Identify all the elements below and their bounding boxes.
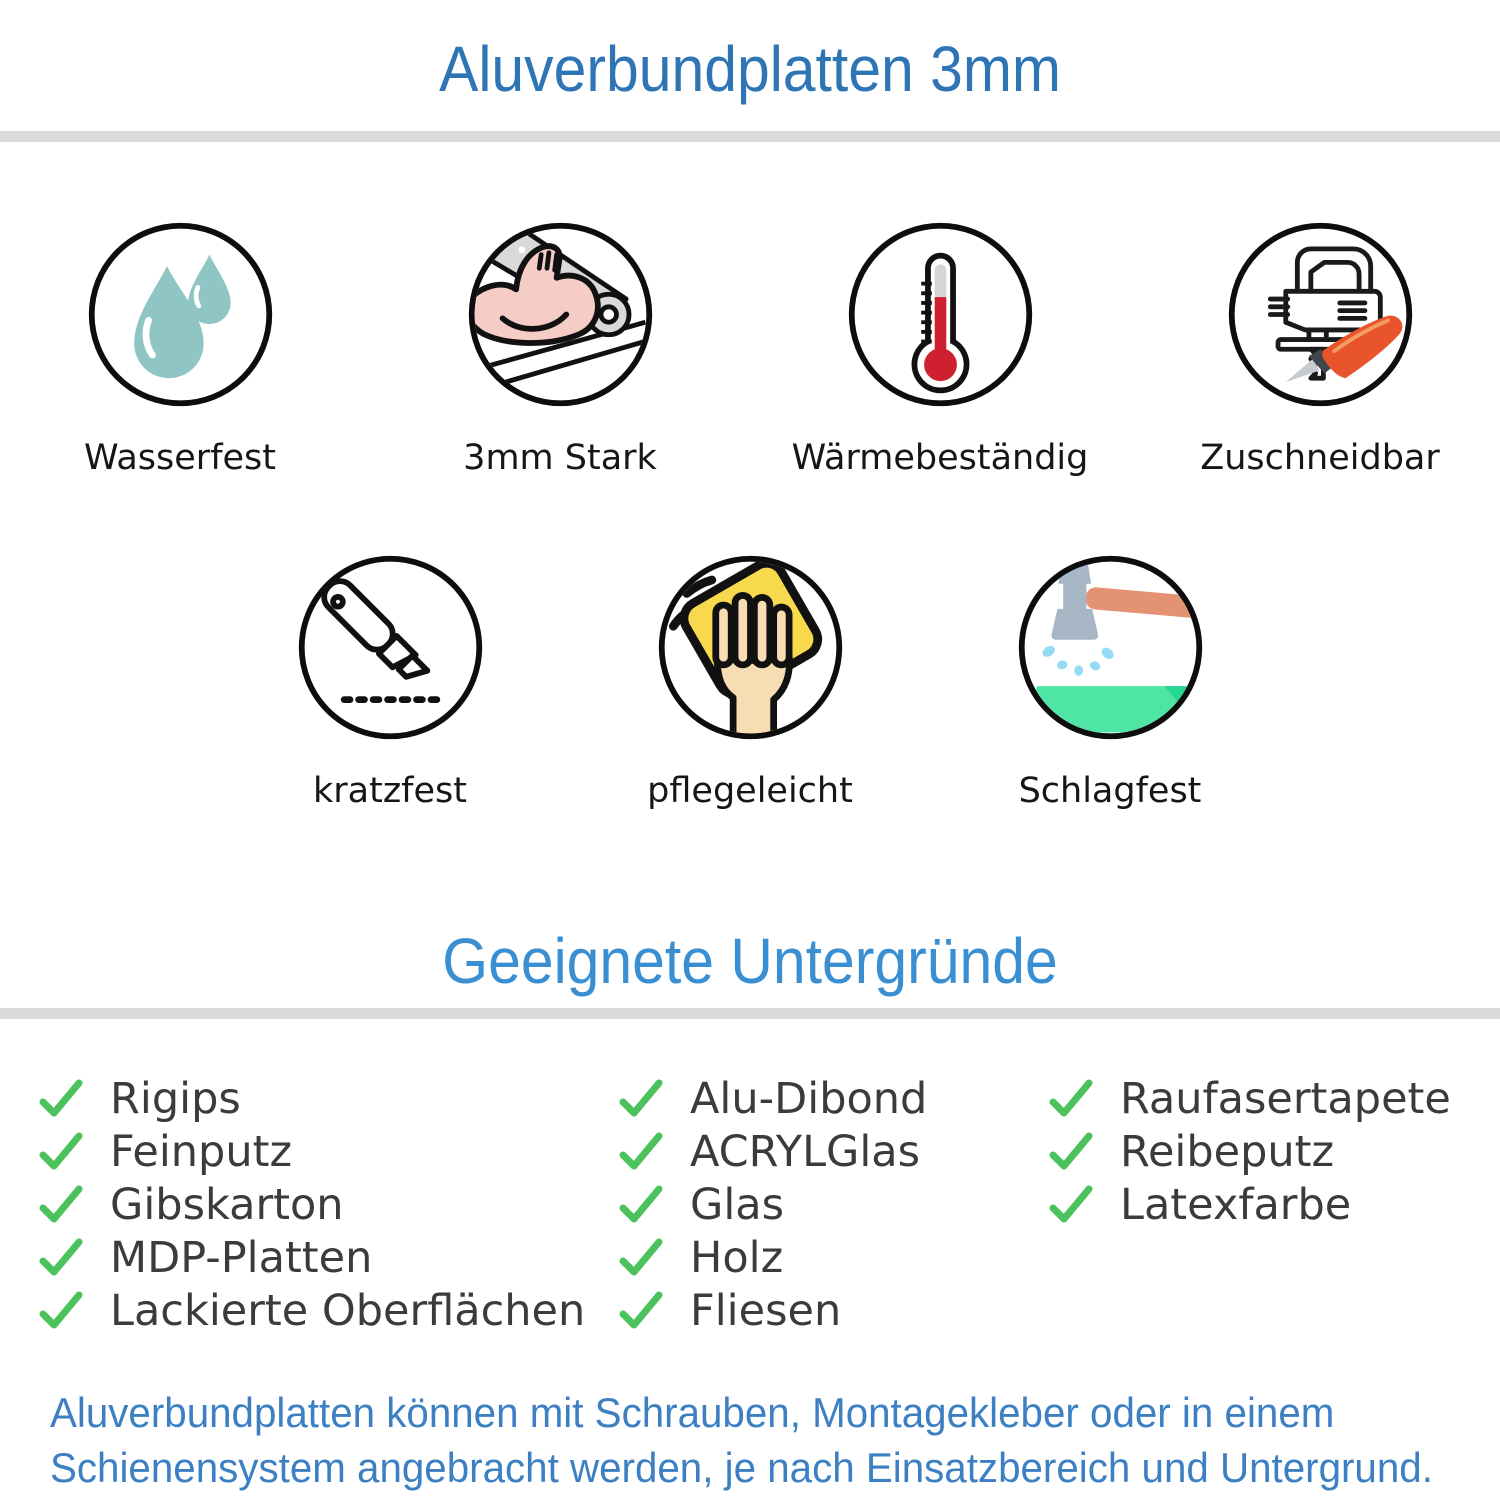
- substrate-column-2: [618, 1072, 927, 1337]
- water-drops-icon: [84, 218, 277, 411]
- substrate-item: [1048, 1125, 1451, 1178]
- check-icon: [1048, 1131, 1094, 1173]
- utility-knife-icon: [294, 551, 487, 744]
- page-title: Aluverbundplatten 3mm: [439, 33, 1061, 105]
- substrate-item: [38, 1178, 585, 1231]
- substrate-column-1: [38, 1072, 585, 1337]
- substrate-label: Lackierte Oberflächen: [110, 1285, 586, 1336]
- note-line-1: Aluverbundplatten können mit Schrauben, Montagekleber oder in einem: [50, 1389, 1335, 1436]
- thermometer-icon: [844, 218, 1037, 411]
- substrate-item: [618, 1231, 927, 1284]
- substrate-item: [618, 1284, 927, 1337]
- feature-waermebestaendig: [791, 218, 1089, 478]
- check-icon: [38, 1237, 84, 1279]
- substrate-item: [618, 1072, 927, 1125]
- substrate-item: [38, 1231, 585, 1284]
- feature-label: pflegeleicht: [647, 771, 853, 811]
- check-icon: [38, 1184, 84, 1226]
- substrate-label: Glas: [690, 1179, 785, 1230]
- jigsaw-knife-icon: [1224, 218, 1417, 411]
- feature-label: Wärmebeständig: [791, 438, 1089, 478]
- note-line-2: Schienensystem angebracht werden, je nach Einsatzbereich und Untergrund.: [50, 1444, 1433, 1491]
- substrate-label: Latexfarbe: [1120, 1179, 1352, 1230]
- substrate-label: Alu-Dibond: [690, 1073, 928, 1124]
- feature-schlagfest: [970, 551, 1250, 811]
- check-icon: [1048, 1184, 1094, 1226]
- check-icon: [1048, 1078, 1094, 1120]
- check-icon: [38, 1290, 84, 1332]
- features-row-2: [0, 551, 1500, 811]
- flexed-arm-panel-icon: [464, 218, 657, 411]
- check-icon: [618, 1290, 664, 1332]
- check-icon: [618, 1131, 664, 1173]
- feature-label: Wasserfest: [83, 438, 277, 478]
- check-icon: [38, 1078, 84, 1120]
- substrate-label: Gibskarton: [110, 1179, 344, 1230]
- substrate-item: [38, 1125, 585, 1178]
- feature-pflegeleicht: [610, 551, 890, 811]
- feature-kratzfest: [250, 551, 530, 811]
- substrate-item: [38, 1072, 585, 1125]
- substrate-label: Reibeputz: [1120, 1126, 1335, 1177]
- substrates-divider: [0, 1008, 1500, 1019]
- hammer-impact-icon: [1014, 551, 1207, 744]
- check-icon: [38, 1131, 84, 1173]
- check-icon: [618, 1184, 664, 1226]
- substrate-label: ACRYLGlas: [690, 1126, 921, 1177]
- mounting-note: [50, 1385, 1490, 1495]
- substrate-label: Raufasertapete: [1120, 1073, 1451, 1124]
- title-divider: [0, 131, 1500, 142]
- check-icon: [618, 1078, 664, 1120]
- feature-zuschneidbar: [1200, 218, 1440, 478]
- substrate-label: Holz: [690, 1232, 784, 1283]
- substrate-item: [1048, 1072, 1451, 1125]
- substrate-item: [1048, 1178, 1451, 1231]
- substrate-item: [618, 1125, 927, 1178]
- check-icon: [618, 1237, 664, 1279]
- substrate-label: Rigips: [110, 1073, 241, 1124]
- feature-label: 3mm Stark: [463, 438, 657, 478]
- substrate-label: Fliesen: [690, 1285, 842, 1336]
- substrate-item: [618, 1178, 927, 1231]
- feature-label: kratzfest: [312, 771, 467, 811]
- feature-label: Zuschneidbar: [1200, 438, 1440, 478]
- feature-3mm-stark: [440, 218, 680, 478]
- features-row-1: [60, 218, 1440, 478]
- substrate-column-3: [1048, 1072, 1451, 1231]
- feature-label: Schlagfest: [1018, 771, 1202, 811]
- feature-wasserfest: [60, 218, 300, 478]
- substrate-item: [38, 1284, 585, 1337]
- substrates-title: Geeignete Untergründe: [442, 925, 1058, 997]
- substrate-label: MDP-Platten: [110, 1232, 373, 1283]
- substrate-label: Feinputz: [110, 1126, 293, 1177]
- hand-cloth-icon: [654, 551, 847, 744]
